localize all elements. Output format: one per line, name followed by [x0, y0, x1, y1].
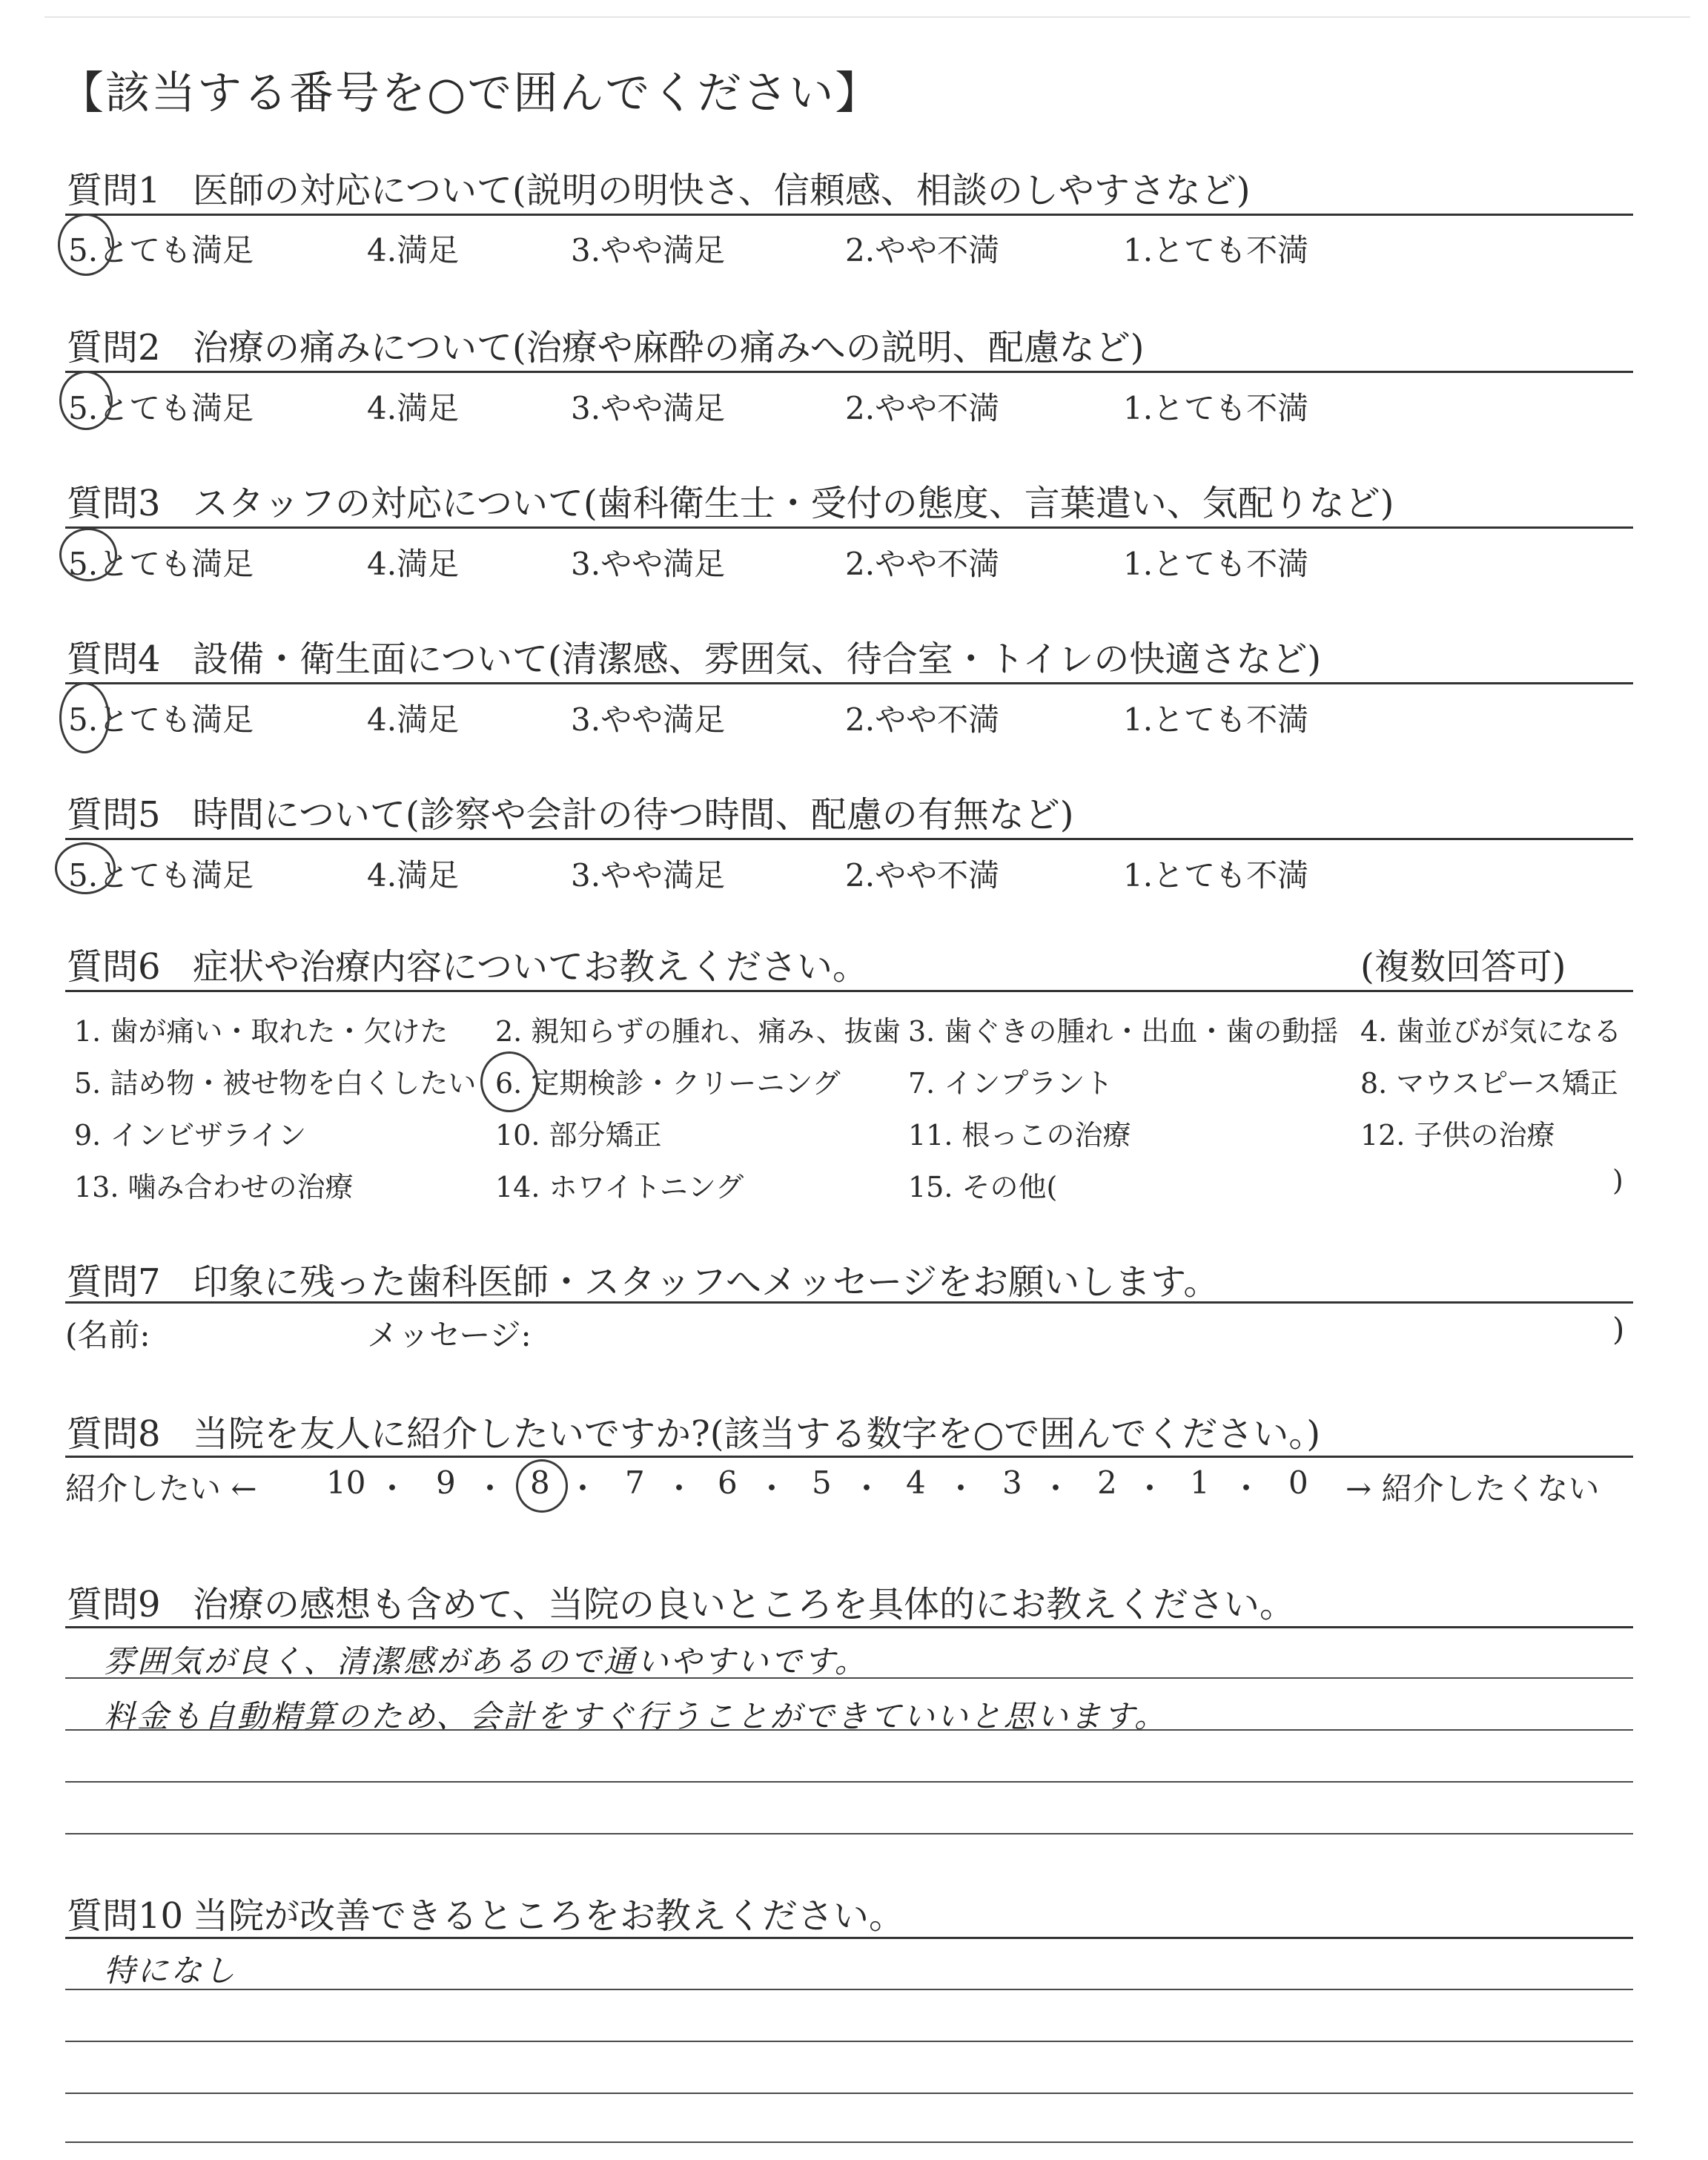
question-5-rule [65, 838, 1633, 840]
q6-option-8[interactable]: 8. マウスピース矯正 [1360, 1067, 1618, 1100]
question-4-label: 質問4 [67, 638, 161, 680]
q9-handwritten-line-1: 雰囲気が良く、清潔感があるので通いやすいです。 [104, 1643, 868, 1680]
question-3-rule [65, 526, 1633, 529]
question-7 [67, 1253, 1219, 1304]
question-9-text: 治療の感想も含めて、当院の良いところを具体的にお教えください。 [193, 1584, 1296, 1625]
q8-dot: ・ [663, 1470, 695, 1507]
question-8-text: 当院を友人に紹介したいですか?(該当する数字を○で囲んでください。) [193, 1413, 1321, 1455]
q6-option-7[interactable]: 7. インプラント [908, 1067, 1113, 1100]
answer-line [65, 2141, 1633, 2143]
q3-option-1[interactable]: 1.とても不満 [1123, 546, 1309, 582]
question-2-label: 質問2 [67, 327, 161, 369]
q4-option-2[interactable]: 2.やや不満 [845, 701, 1000, 738]
q1-option-1[interactable]: 1.とても不満 [1123, 232, 1309, 268]
q3-answer-circle [59, 528, 117, 581]
question-4-rule [65, 682, 1633, 684]
question-6-label: 質問6 [67, 946, 161, 988]
q2-option-3[interactable]: 3.やや満足 [571, 390, 726, 426]
q6-option-10[interactable]: 10. 部分矯正 [495, 1119, 662, 1152]
q8-right-label: → 紹介したくない [1345, 1470, 1600, 1507]
question-2 [67, 319, 1145, 370]
q5-option-5[interactable]: 5.とても満足 [68, 857, 254, 894]
q8-value-2[interactable]: 2 [1097, 1464, 1117, 1501]
question-1-rule [65, 214, 1633, 216]
question-9-rule [65, 1626, 1633, 1628]
q1-option-4[interactable]: 4.満足 [367, 232, 460, 268]
q8-value-10[interactable]: 10 [326, 1464, 366, 1501]
q2-option-5[interactable]: 5.とても満足 [68, 390, 254, 426]
question-2-rule [65, 371, 1633, 373]
q7-message-label: メッセージ: [367, 1317, 532, 1353]
page-heading: 【該当する番号を○で囲んでください】 [59, 67, 881, 119]
q2-option-1[interactable]: 1.とても不満 [1123, 390, 1309, 426]
question-8-label: 質問8 [67, 1413, 161, 1455]
question-5-text: 時間について(診察や会計の待つ時間、配慮の有無など) [193, 794, 1074, 836]
q8-value-0[interactable]: 0 [1288, 1464, 1308, 1501]
q10-handwritten-line-1: 特になし [104, 1952, 238, 1989]
q1-answer-circle [58, 214, 114, 276]
q5-option-1[interactable]: 1.とても不満 [1123, 857, 1309, 894]
question-8 [67, 1405, 1320, 1456]
q8-answer-circle [516, 1459, 568, 1513]
answer-line [65, 1833, 1633, 1834]
q6-option-13[interactable]: 13. 噛み合わせの治療 [74, 1171, 354, 1203]
q8-value-9[interactable]: 9 [436, 1464, 456, 1501]
q8-value-8[interactable]: 8 [530, 1464, 550, 1501]
q8-value-4[interactable]: 4 [906, 1464, 926, 1501]
q6-option-12[interactable]: 12. 子供の治療 [1360, 1119, 1555, 1152]
q3-option-5[interactable]: 5.とても満足 [68, 546, 254, 582]
q5-option-3[interactable]: 3.やや満足 [571, 857, 726, 894]
q2-answer-circle [59, 371, 113, 430]
q7-close-paren: ) [1612, 1311, 1625, 1347]
q8-value-7[interactable]: 7 [625, 1464, 645, 1501]
q6-option-14[interactable]: 14. ホワイトニング [495, 1171, 744, 1203]
q8-value-6[interactable]: 6 [718, 1464, 738, 1501]
q6-option-15[interactable]: 15. その他( [908, 1171, 1058, 1203]
q8-dot: ・ [1231, 1470, 1262, 1507]
q8-dot: ・ [1040, 1470, 1072, 1507]
q6-option-3[interactable]: 3. 歯ぐきの腫れ・出血・歯の動揺 [908, 1015, 1339, 1048]
q6-option-2[interactable]: 2. 親知らずの腫れ、痛み、抜歯 [495, 1015, 901, 1048]
q5-answer-circle [55, 842, 116, 894]
top-border [44, 16, 1690, 18]
q7-name-label: (名前: [65, 1317, 150, 1353]
question-3 [67, 475, 1394, 526]
q8-dot: ・ [945, 1470, 977, 1507]
q4-option-5[interactable]: 5.とても満足 [68, 701, 254, 738]
q6-option-15-close: ) [1612, 1164, 1623, 1197]
q6-answer-circle [480, 1051, 538, 1112]
q3-option-4[interactable]: 4.満足 [367, 546, 460, 582]
q2-option-2[interactable]: 2.やや不満 [845, 390, 1000, 426]
q6-option-5[interactable]: 5. 詰め物・被せ物を白くしたい [74, 1067, 477, 1100]
q6-option-9[interactable]: 9. インビザライン [74, 1119, 307, 1152]
q9-handwritten-line-2: 料金も自動精算のため、会計をすぐ行うことができていいと思います。 [104, 1698, 1168, 1734]
question-1-label: 質問1 [67, 170, 161, 211]
question-7-label: 質問7 [67, 1261, 161, 1303]
q5-option-4[interactable]: 4.満足 [367, 857, 460, 894]
question-9 [67, 1576, 1295, 1627]
question-9-label: 質問9 [67, 1584, 161, 1625]
q1-option-3[interactable]: 3.やや満足 [571, 232, 726, 268]
question-6 [67, 938, 868, 989]
question-3-text: スタッフの対応について(歯科衛生士・受付の態度、言葉遣い、気配りなど) [193, 483, 1394, 524]
answer-line [65, 1781, 1633, 1783]
q8-dot: ・ [756, 1470, 788, 1507]
q4-option-3[interactable]: 3.やや満足 [571, 701, 726, 738]
q1-option-5[interactable]: 5.とても満足 [68, 232, 254, 268]
answer-line [65, 1729, 1633, 1731]
question-4 [67, 630, 1321, 681]
question-10-rule [65, 1937, 1633, 1939]
question-6-text: 症状や治療内容についてお教えください。 [193, 946, 869, 988]
question-10-text: 当院が改善できるところをお教えください。 [193, 1895, 905, 1937]
question-3-label: 質問3 [67, 483, 161, 524]
q1-option-2[interactable]: 2.やや不満 [845, 232, 1000, 268]
question-7-rule [65, 1301, 1633, 1304]
answer-line [65, 2041, 1633, 2042]
question-5-label: 質問5 [67, 794, 161, 836]
answer-line [65, 1677, 1633, 1679]
q3-option-2[interactable]: 2.やや不満 [845, 546, 1000, 582]
q6-option-6[interactable]: 6. 定期検診・クリーニング [495, 1067, 841, 1100]
q5-option-2[interactable]: 2.やや不満 [845, 857, 1000, 894]
q8-value-1[interactable]: 1 [1190, 1464, 1210, 1501]
question-6-note: (複数回答可) [1360, 946, 1566, 988]
question-8-rule [65, 1456, 1633, 1458]
q6-option-1[interactable]: 1. 歯が痛い・取れた・欠けた [74, 1015, 448, 1048]
q3-option-3[interactable]: 3.やや満足 [571, 546, 726, 582]
question-10-label: 質問10 [67, 1895, 184, 1937]
question-7-text: 印象に残った歯科医師・スタッフへメッセージをお願いします。 [193, 1261, 1219, 1303]
q6-option-11[interactable]: 11. 根っこの治療 [908, 1119, 1131, 1152]
q8-dot: ・ [851, 1470, 883, 1507]
question-1-text: 医師の対応について(説明の明快さ、信頼感、相談のしやすさなど) [193, 170, 1251, 211]
q4-option-1[interactable]: 1.とても不満 [1123, 701, 1309, 738]
question-2-text: 治療の痛みについて(治療や麻酔の痛みへの説明、配慮など) [193, 327, 1145, 369]
q4-option-4[interactable]: 4.満足 [367, 701, 460, 738]
question-5 [67, 786, 1074, 837]
question-1 [67, 162, 1251, 213]
question-10 [67, 1887, 904, 1938]
q6-option-4[interactable]: 4. 歯並びが気になる [1360, 1015, 1622, 1048]
answer-line [65, 2093, 1633, 2094]
question-4-text: 設備・衛生面について(清潔感、雰囲気、待合室・トイレの快適さなど) [193, 638, 1322, 680]
q8-dot: ・ [567, 1470, 599, 1507]
q8-dot: ・ [474, 1470, 506, 1507]
q8-dot: ・ [1134, 1470, 1166, 1507]
q8-value-3[interactable]: 3 [1002, 1464, 1022, 1501]
q8-left-label: 紹介したい ← [65, 1470, 257, 1507]
answer-line [65, 1989, 1633, 1990]
q4-answer-circle [59, 682, 110, 753]
q8-value-5[interactable]: 5 [812, 1464, 832, 1501]
question-6-rule [65, 990, 1633, 992]
q8-dot: ・ [377, 1470, 408, 1507]
q2-option-4[interactable]: 4.満足 [367, 390, 460, 426]
